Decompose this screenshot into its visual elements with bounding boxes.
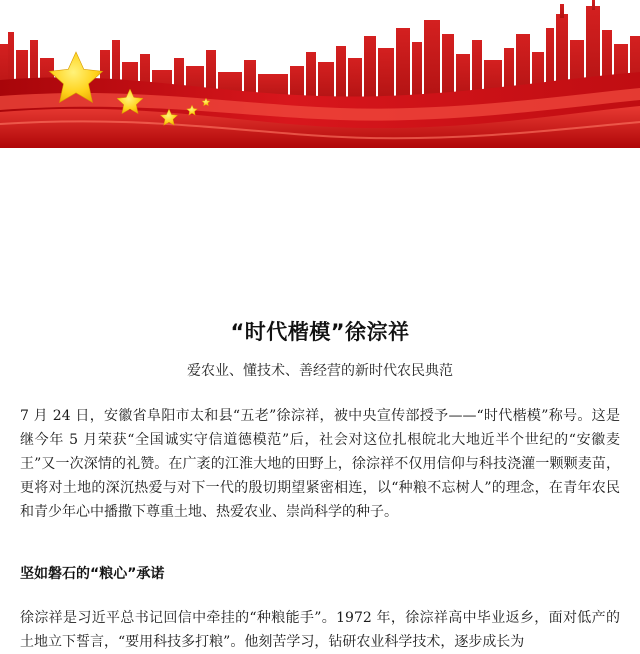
banner-graphic xyxy=(0,0,640,148)
header-banner xyxy=(0,0,640,148)
article-title: “时代楷模”徐淙祥 xyxy=(230,320,410,344)
article-paragraph: 7 月 24 日，安徽省阜阳市太和县“五老”徐淙祥，被中央宣传部授予——“时代楷模”称号。这是继今年 5 月荣获“全国诚实守信道德模范”后，社会对这位扎根皖北大地近半个世纪的“安徽麦王”又一次深情的礼赞。在广袤的江淮大地的田野上，徐淙祥不仅用信仰与科技浇灌一颗颗麦苗，更将对土地的深沉热爱与对下一代的殷切期望紧密相连，以“种粮不忘树人”的理念，在青年农民和青少年心中播撒下尊重土地、热爱农业、崇尚科学的种子。 xyxy=(20,408,620,520)
article-paragraph: 徐淙祥是习近平总书记回信中牵挂的“种粮能手”。1972 年，徐淙祥高中毕业返乡，面对低产的土地立下誓言，“要用科技多打粮”。他刻苦学习，钻研农业科学技术，逐步成长为 xyxy=(20,610,620,650)
article-subtitle: 爱农业、懂技术、善经营的新时代农民典范 xyxy=(187,363,453,379)
section-heading: 坚如磐石的“粮心”承诺 xyxy=(20,566,165,582)
